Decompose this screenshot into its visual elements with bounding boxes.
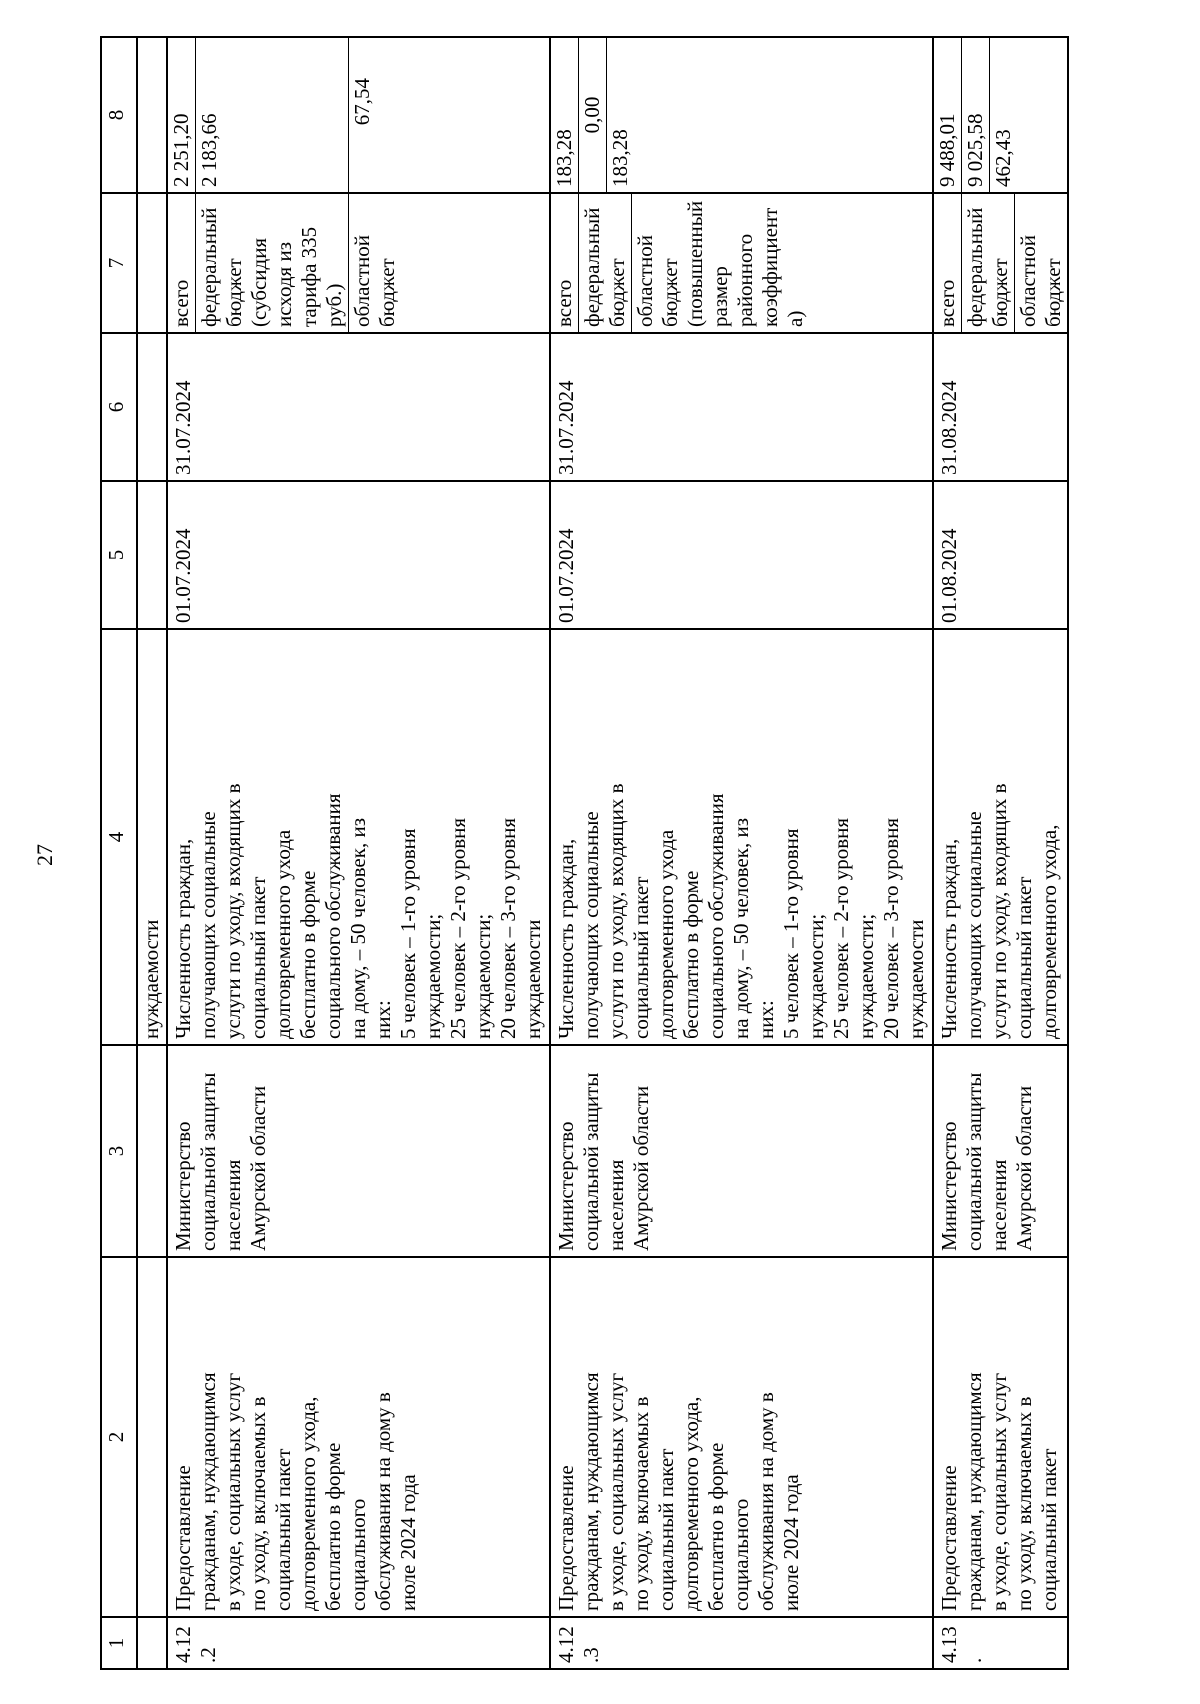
event-cell — [933, 1257, 1068, 1617]
start-date: 01.08.2024 — [933, 481, 1068, 629]
text-line: нуждаемости; — [804, 913, 828, 1039]
text-line: июле 2024 года — [779, 1474, 803, 1611]
event-cell — [550, 1257, 933, 1617]
funding-source — [579, 194, 632, 332]
text-line: руб.) — [322, 283, 346, 327]
funding-amount: 67,54 — [350, 78, 374, 126]
funding-amount: 2 183,66 — [196, 38, 349, 192]
funding-amount: 183,28 — [608, 129, 632, 187]
text-line: получающих социальные — [196, 811, 220, 1039]
text-line: 20 человек – 3-го уровня — [496, 817, 520, 1039]
end-date: 31.07.2024 — [550, 333, 933, 481]
text-line: Численность граждан, — [171, 838, 195, 1039]
row-number: 4.13. — [933, 1617, 1068, 1669]
header-cell: 8 — [101, 37, 137, 193]
amount-cell — [550, 37, 933, 193]
header-cell: 2 — [101, 1257, 137, 1617]
text-line: 25 человек – 2-го уровня — [829, 817, 853, 1039]
text-line: бюджет — [222, 258, 246, 327]
text-line: всего — [552, 279, 576, 327]
text-line: долговременного ухода, — [1037, 824, 1061, 1039]
start-date: 01.07.2024 — [167, 481, 550, 629]
text-line: социальный пакет — [654, 1448, 678, 1611]
text-line: социальный пакет — [1037, 1448, 1061, 1611]
executor-cell — [550, 1045, 933, 1257]
text-line: 20 человек – 3-го уровня — [879, 817, 903, 1039]
text-line: социального — [346, 1498, 370, 1611]
header-cell: 3 — [101, 1045, 137, 1257]
header-cell: 5 — [101, 481, 137, 629]
text-line: по уходу, включаемых в — [629, 1396, 653, 1611]
table-row — [167, 37, 550, 1669]
text-line: гражданам, нуждающимся — [579, 1372, 603, 1611]
text-line: областной — [350, 235, 374, 327]
funding-source-cell — [167, 193, 550, 333]
text-line: размер — [708, 266, 732, 327]
text-line: Амурской области — [246, 1085, 270, 1251]
text-line: них: — [371, 1000, 395, 1039]
text-line: социальной защиты — [579, 1072, 603, 1251]
text-line: обслуживания на дому в — [754, 1392, 778, 1611]
funding-source — [349, 194, 401, 332]
text-line: Предоставление — [171, 1465, 195, 1611]
text-line: в уходе, социальных услуг — [604, 1372, 628, 1611]
funding-source-cell — [550, 193, 933, 333]
text-line: обслуживания на дому в — [371, 1392, 395, 1611]
row-number: 4.12.2 — [167, 1617, 550, 1669]
text-line: по уходу, включаемых в — [246, 1396, 270, 1611]
header-cell: 6 — [101, 333, 137, 481]
header-cell: 1 — [101, 1617, 137, 1669]
text-line: услуги по уходу, входящих в — [987, 783, 1011, 1039]
text-line: социальный пакет — [1012, 876, 1036, 1039]
text-line: коэффициента) — [758, 207, 807, 327]
text-line: бесплатно в форме — [679, 870, 703, 1039]
header-cell: 4 — [101, 629, 137, 1045]
end-date: 31.07.2024 — [167, 333, 550, 481]
text-line: бесплатно в форме — [704, 1442, 728, 1611]
text-line: федеральный — [963, 207, 987, 327]
text-line: социального обслуживания — [321, 793, 345, 1039]
text-line: областной — [633, 235, 657, 327]
table-row — [550, 37, 933, 1669]
text-line: услуги по уходу, входящих в — [221, 783, 245, 1039]
text-line: получающих социальные — [579, 811, 603, 1039]
text-line: получающих социальные — [962, 811, 986, 1039]
funding-amount: 462,43 — [991, 129, 1015, 187]
text-line: по уходу, включаемых в — [1012, 1396, 1036, 1611]
text-line: населения — [987, 1159, 1011, 1251]
text-line: населения — [604, 1159, 628, 1251]
text-line: областной — [1016, 235, 1040, 327]
text-line: долговременного ухода — [654, 829, 678, 1039]
row-number: 4.12.3 — [550, 1617, 933, 1669]
text-line: социальной защиты — [962, 1072, 986, 1251]
text-line: всего — [169, 279, 193, 327]
text-line: населения — [221, 1159, 245, 1251]
text-line: в уходе, социальных услуг — [987, 1372, 1011, 1611]
funding-source — [962, 194, 1015, 332]
text-line: Предоставление — [554, 1465, 578, 1611]
indicator-cell — [550, 629, 933, 1045]
text-line: гражданам, нуждающимся — [196, 1372, 220, 1611]
text-line: в уходе, социальных услуг — [221, 1372, 245, 1611]
event-cell — [167, 1257, 550, 1617]
text-line: них: — [754, 1000, 778, 1039]
text-line: социального — [729, 1498, 753, 1611]
text-line: нуждаемости — [904, 919, 928, 1039]
amount-cell — [933, 37, 1068, 193]
text-line: социальный пакет — [246, 876, 270, 1039]
continuation-row — [137, 37, 167, 1669]
text-line: Министерство — [171, 1121, 195, 1251]
text-line: бюджет — [658, 258, 682, 327]
funding-source — [1015, 194, 1067, 332]
text-line: Министерство — [937, 1121, 961, 1251]
text-line: Предоставление — [937, 1465, 961, 1611]
funding-source-cell — [933, 193, 1068, 333]
text-line: услуги по уходу, входящих в — [604, 783, 628, 1039]
text-line: 25 человек – 2-го уровня — [446, 817, 470, 1039]
text-line: июле 2024 года — [396, 1474, 420, 1611]
text-line: нуждаемости; — [471, 913, 495, 1039]
text-line: 5 человек – 1-го уровня — [779, 828, 803, 1039]
text-line: районного — [733, 233, 757, 327]
text-line: социального обслуживания — [704, 793, 728, 1039]
text-line: долговременного ухода — [271, 829, 295, 1039]
funding-amount: 9 488,01 — [934, 38, 962, 192]
text-line: на дому, – 50 человек, из — [346, 818, 370, 1039]
text-line: Численность граждан, — [554, 838, 578, 1039]
text-line: исходя из — [272, 241, 296, 327]
table-row — [933, 37, 1068, 1669]
funding-source — [551, 194, 579, 332]
text-line: 5 человек – 1-го уровня — [396, 828, 420, 1039]
text-line: бесплатно в форме — [321, 1442, 345, 1611]
text-line: бюджет — [988, 258, 1012, 327]
text-line: тарифа 335 — [297, 226, 321, 327]
text-line: бюджет — [1041, 258, 1065, 327]
text-line: Численность граждан, — [937, 838, 961, 1039]
text-line: всего — [935, 279, 959, 327]
text-line: федеральный — [580, 207, 604, 327]
funding-amount: 183,28 — [551, 38, 579, 192]
text-line: федеральный — [197, 207, 221, 327]
page-number: 27 — [32, 844, 57, 866]
text-line: социальный пакет — [629, 876, 653, 1039]
text-line: Министерство — [554, 1121, 578, 1251]
funding-amount: 2 251,20 — [168, 38, 196, 192]
text-line: социальной защиты — [196, 1072, 220, 1251]
text-line: нуждаемости — [521, 919, 545, 1039]
text-line: нуждаемости; — [854, 913, 878, 1039]
header-row — [101, 37, 137, 1669]
funding-source — [168, 194, 196, 332]
start-date: 01.07.2024 — [550, 481, 933, 629]
rotated-table-page — [100, 38, 1200, 1670]
text-line: Амурской области — [1012, 1085, 1036, 1251]
funding-amount: 0,00 — [579, 38, 607, 192]
text-line: (субсидия — [247, 237, 271, 327]
text-line: нуждаемости; — [421, 913, 445, 1039]
text-line: Амурской области — [629, 1085, 653, 1251]
funding-source — [632, 194, 807, 332]
activity-table — [100, 36, 1069, 1670]
indicator-cell — [167, 629, 550, 1045]
text-line: бюджет — [605, 258, 629, 327]
continuation-text: нуждаемости — [137, 629, 167, 1045]
text-line: гражданам, нуждающимся — [962, 1372, 986, 1611]
text-line: долговременного ухода, — [296, 1396, 320, 1611]
text-line: на дому, – 50 человек, из — [729, 818, 753, 1039]
text-line: (повышенный — [683, 200, 707, 327]
executor-cell — [933, 1045, 1068, 1257]
end-date: 31.08.2024 — [933, 333, 1068, 481]
executor-cell — [167, 1045, 550, 1257]
funding-amount: 9 025,58 — [962, 38, 990, 192]
header-cell: 7 — [101, 193, 137, 333]
amount-cell — [167, 37, 550, 193]
funding-source — [196, 194, 349, 332]
text-line: бесплатно в форме — [296, 870, 320, 1039]
text-line: социальный пакет — [271, 1448, 295, 1611]
funding-source — [934, 194, 962, 332]
indicator-cell — [933, 629, 1068, 1045]
text-line: долговременного ухода, — [679, 1396, 703, 1611]
text-line: бюджет — [375, 258, 399, 327]
